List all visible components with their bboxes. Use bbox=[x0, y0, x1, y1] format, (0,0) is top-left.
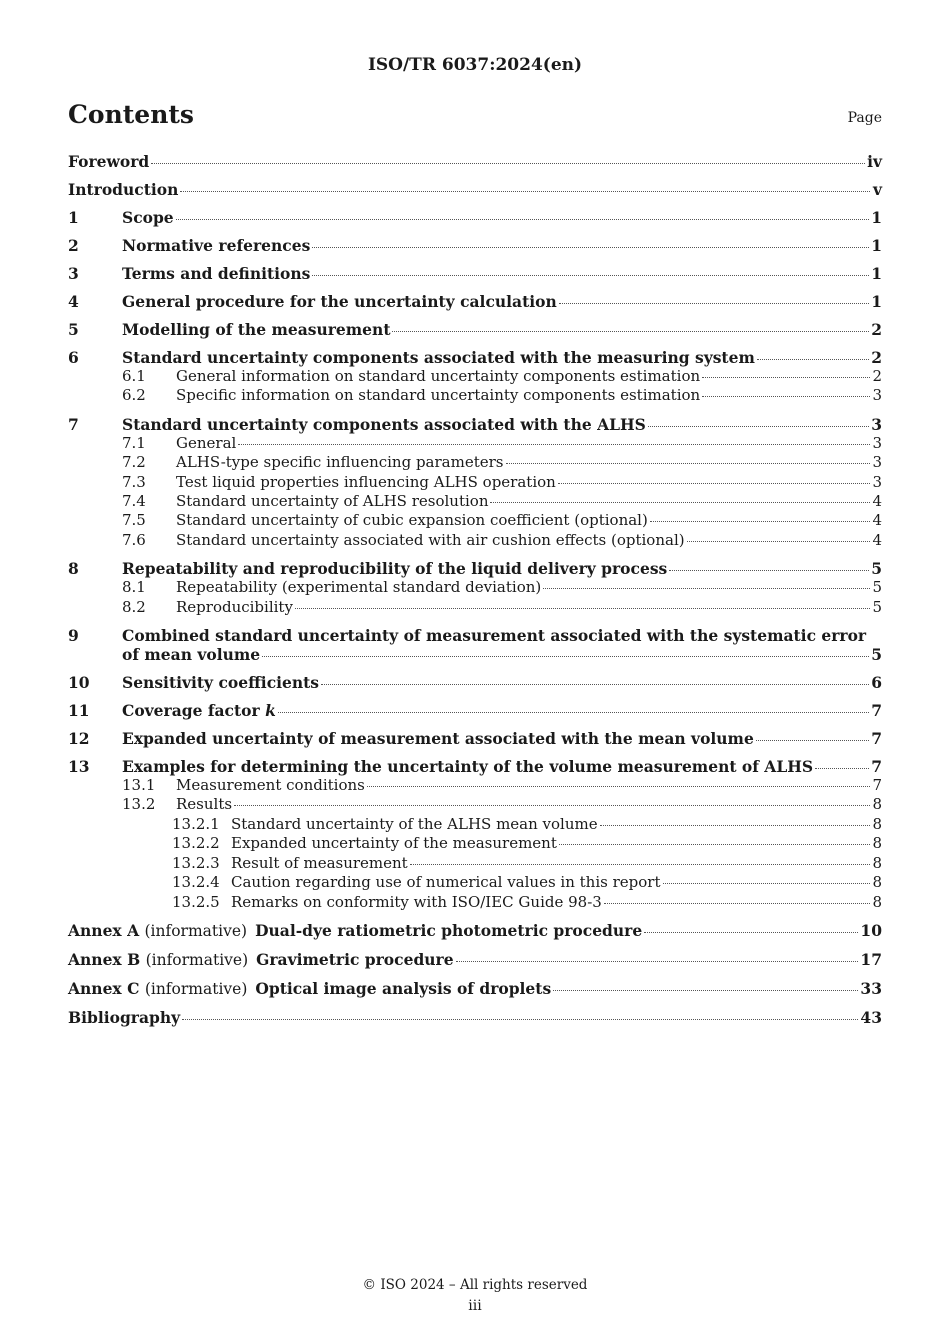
toc-number: 8.1 bbox=[122, 578, 146, 597]
toc-leader bbox=[559, 844, 871, 845]
toc-entry-13[interactable] bbox=[68, 757, 882, 776]
toc-entry-13-2[interactable] bbox=[68, 795, 882, 814]
toc-number: 11 bbox=[68, 701, 90, 721]
toc-page: 3 bbox=[872, 433, 882, 452]
toc-page: 8 bbox=[872, 795, 882, 814]
toc-page: 4 bbox=[872, 530, 882, 549]
toc-title: Examples for determining the uncertainty of the volume measurement of ALHS bbox=[122, 757, 814, 777]
toc-title: Terms and definitions bbox=[122, 264, 311, 283]
toc-page: 8 bbox=[872, 814, 882, 833]
toc-number: 4 bbox=[68, 292, 79, 311]
toc-entry-13-2-3[interactable] bbox=[68, 854, 882, 873]
toc-leader bbox=[757, 359, 869, 360]
toc-number: 3 bbox=[68, 264, 79, 283]
toc-title: Specific information on standard uncertainty components estimation bbox=[176, 386, 701, 405]
toc-page: 10 bbox=[860, 920, 882, 940]
toc-page: 4 bbox=[872, 492, 882, 511]
toc-entry-introduction[interactable] bbox=[68, 180, 882, 199]
toc-title: Measurement conditions bbox=[176, 776, 365, 795]
toc-page: 7 bbox=[871, 729, 882, 749]
toc-page: 6 bbox=[871, 673, 882, 693]
toc-entry-7-6[interactable] bbox=[68, 531, 882, 550]
toc-leader bbox=[644, 932, 858, 933]
toc-entry-annex-a[interactable] bbox=[68, 921, 882, 941]
toc-page: 8 bbox=[872, 853, 882, 872]
toc-page: 8 bbox=[872, 892, 882, 911]
document-id-header: ISO/TR 6037:2024(en) bbox=[367, 55, 583, 75]
toc-leader bbox=[312, 247, 869, 248]
toc-entry-13-1[interactable] bbox=[68, 776, 882, 795]
toc-entry-8-2[interactable] bbox=[68, 598, 882, 617]
toc-title: Foreword bbox=[68, 152, 150, 171]
toc-entry-12[interactable] bbox=[68, 729, 882, 748]
toc-leader bbox=[182, 1019, 858, 1020]
toc-number: 9 bbox=[68, 626, 79, 646]
toc-entry-13-2-4[interactable] bbox=[68, 873, 882, 892]
toc-leader bbox=[321, 684, 869, 685]
toc-entry-bibliography[interactable] bbox=[68, 1008, 882, 1027]
toc-leader bbox=[312, 275, 869, 276]
toc-leader bbox=[604, 903, 871, 904]
toc-title-line2: of mean volume bbox=[122, 645, 261, 665]
toc-title: Coverage factor k bbox=[122, 701, 276, 721]
toc-number: 13.2.2 bbox=[172, 834, 220, 853]
toc-number: 7 bbox=[68, 414, 79, 434]
toc-entry-6-2[interactable] bbox=[68, 386, 882, 405]
toc-leader bbox=[558, 483, 871, 484]
toc-page: 5 bbox=[872, 578, 882, 597]
toc-entry-9[interactable] bbox=[68, 626, 882, 645]
toc-entry-10[interactable] bbox=[68, 673, 882, 692]
toc-entry-5[interactable] bbox=[68, 320, 882, 339]
toc-leader bbox=[559, 303, 869, 304]
toc-number: 7.2 bbox=[122, 453, 146, 472]
toc-leader bbox=[278, 712, 869, 713]
toc-title-line1: Combined standard uncertainty of measurement associated with the systematic error bbox=[122, 626, 867, 646]
toc-page: 3 bbox=[872, 453, 882, 472]
toc-leader bbox=[506, 463, 871, 464]
toc-number: 1 bbox=[68, 208, 79, 227]
toc-number: 13.1 bbox=[122, 776, 156, 795]
toc-title: Standard uncertainty of ALHS resolution bbox=[176, 492, 489, 511]
toc-leader bbox=[815, 768, 869, 769]
toc-leader bbox=[702, 377, 870, 378]
toc-page: 4 bbox=[872, 511, 882, 530]
toc-page: 17 bbox=[860, 949, 882, 969]
toc-entry-7[interactable] bbox=[68, 415, 882, 434]
toc-leader bbox=[176, 219, 870, 220]
toc-entry-annex-c[interactable] bbox=[68, 979, 882, 999]
toc-title: Results bbox=[176, 795, 233, 814]
toc-leader bbox=[669, 570, 869, 571]
toc-number: 6.2 bbox=[122, 386, 146, 405]
toc-page: 2 bbox=[871, 320, 882, 339]
toc-leader bbox=[600, 825, 871, 826]
toc-page: 8 bbox=[872, 873, 882, 892]
toc-entry-1[interactable] bbox=[68, 208, 882, 227]
toc-page: 7 bbox=[872, 776, 882, 795]
toc-leader bbox=[702, 396, 870, 397]
toc-entry-4[interactable] bbox=[68, 292, 882, 311]
toc-number: 13.2.1 bbox=[172, 814, 220, 833]
toc-leader bbox=[687, 541, 871, 542]
toc-page: 3 bbox=[872, 386, 882, 405]
toc-entry-8-1[interactable] bbox=[68, 578, 882, 597]
toc-title: Expanded uncertainty of the measurement bbox=[231, 834, 557, 853]
toc-entry-8[interactable] bbox=[68, 559, 882, 578]
toc-number: 7.5 bbox=[122, 511, 146, 530]
toc-number: 13.2 bbox=[122, 795, 156, 814]
toc-title: Repeatability and reproducibility of the liquid delivery process bbox=[122, 559, 668, 579]
toc-title: Caution regarding use of numerical values in this report bbox=[231, 873, 661, 892]
toc-title: Normative references bbox=[122, 236, 311, 255]
toc-page: 1 bbox=[871, 292, 882, 311]
toc-leader bbox=[238, 444, 870, 445]
toc-leader bbox=[650, 521, 871, 522]
toc-title: Bibliography bbox=[68, 1007, 181, 1027]
toc-leader bbox=[663, 883, 871, 884]
toc-page: 3 bbox=[872, 472, 882, 491]
toc-number: 7.6 bbox=[122, 530, 146, 549]
toc-entry-7-3[interactable] bbox=[68, 473, 882, 492]
toc-entry-13-2-1[interactable] bbox=[68, 815, 882, 834]
toc-title: Remarks on conformity with ISO/IEC Guide 98-3 bbox=[231, 892, 602, 911]
toc-leader bbox=[490, 502, 870, 503]
toc-entry-3[interactable] bbox=[68, 264, 882, 283]
toc-page: 5 bbox=[872, 597, 882, 616]
toc-leader bbox=[367, 786, 871, 787]
toc-page: 1 bbox=[871, 236, 882, 255]
toc-number: 5 bbox=[68, 320, 79, 339]
toc-page: 5 bbox=[871, 559, 882, 579]
toc-number: 12 bbox=[68, 729, 90, 749]
toc-title: Standard uncertainty components associated with the measuring system bbox=[122, 348, 755, 367]
toc-entry-13-2-5[interactable] bbox=[68, 893, 882, 912]
toc-title: Expanded uncertainty of measurement associated with the mean volume bbox=[122, 729, 754, 749]
toc-entry-13-2-2[interactable] bbox=[68, 834, 882, 853]
toc-page: 1 bbox=[871, 264, 882, 283]
toc-leader bbox=[180, 191, 870, 192]
toc-entry-11[interactable] bbox=[68, 701, 882, 720]
toc-entry-9-continued[interactable] bbox=[68, 645, 882, 664]
toc-leader bbox=[553, 990, 858, 991]
toc-title: ALHS-type specific influencing parameters bbox=[176, 453, 504, 472]
toc-number: 13.2.4 bbox=[172, 873, 220, 892]
toc-page: v bbox=[872, 180, 882, 199]
toc-title: General procedure for the uncertainty calculation bbox=[122, 292, 557, 311]
toc-number: 6 bbox=[68, 348, 79, 367]
toc-page: 43 bbox=[860, 1007, 882, 1027]
toc-page: 8 bbox=[872, 834, 882, 853]
toc-number: 7.1 bbox=[122, 433, 146, 452]
toc-page: 33 bbox=[860, 978, 882, 998]
page-column-label: Page bbox=[847, 110, 882, 126]
toc-leader bbox=[410, 864, 871, 865]
toc-number: 7.4 bbox=[122, 492, 146, 511]
table-of-contents bbox=[68, 152, 882, 1027]
toc-page: 7 bbox=[871, 757, 882, 777]
toc-page: 5 bbox=[871, 645, 882, 665]
copyright-footer: © ISO 2024 – All rights reserved bbox=[362, 1277, 588, 1293]
toc-leader bbox=[756, 740, 869, 741]
toc-title: Sensitivity coefficients bbox=[122, 673, 320, 693]
toc-number: 7.3 bbox=[122, 472, 146, 491]
toc-entry-7-1[interactable] bbox=[68, 434, 882, 453]
toc-number: 8 bbox=[68, 559, 79, 579]
toc-title: Result of measurement bbox=[231, 853, 408, 872]
toc-title: General information on standard uncertainty components estimation bbox=[176, 367, 701, 385]
toc-entry-annex-b[interactable] bbox=[68, 950, 882, 970]
toc-title: Modelling of the measurement bbox=[122, 320, 391, 339]
toc-entry-foreword[interactable] bbox=[68, 152, 882, 171]
toc-leader bbox=[543, 588, 870, 589]
toc-title: Standard uncertainty components associated with the ALHS bbox=[122, 414, 646, 434]
toc-title: Annex A (informative) Dual-dye ratiometric photometric procedure bbox=[68, 920, 643, 940]
toc-leader bbox=[262, 656, 869, 657]
toc-page: 3 bbox=[871, 414, 882, 434]
toc-leader bbox=[295, 608, 871, 609]
toc-number: 13.2.5 bbox=[172, 892, 220, 911]
toc-number: 2 bbox=[68, 236, 79, 255]
toc-title: Standard uncertainty of the ALHS mean volume bbox=[231, 814, 598, 833]
toc-title: Standard uncertainty of cubic expansion coefficient (optional) bbox=[176, 511, 648, 530]
toc-title: Annex B (informative) Gravimetric procedure bbox=[68, 949, 454, 969]
page-number: iii bbox=[468, 1298, 482, 1314]
toc-entry-7-5[interactable] bbox=[68, 511, 882, 530]
toc-title: General bbox=[176, 433, 237, 452]
toc-leader bbox=[234, 805, 870, 806]
toc-page: 2 bbox=[871, 348, 882, 367]
toc-entry-6-1[interactable] bbox=[68, 367, 882, 386]
toc-page: 1 bbox=[871, 208, 882, 227]
toc-entry-2[interactable] bbox=[68, 236, 882, 255]
toc-title-italic: k bbox=[265, 701, 276, 721]
toc-leader bbox=[456, 961, 859, 962]
toc-leader bbox=[392, 331, 869, 332]
toc-entry-7-4[interactable] bbox=[68, 492, 882, 511]
toc-title: Scope bbox=[122, 208, 174, 227]
toc-title: Standard uncertainty associated with air cushion effects (optional) bbox=[176, 530, 685, 549]
contents-title: Contents bbox=[68, 100, 195, 129]
toc-leader bbox=[648, 426, 869, 427]
toc-title: Test liquid properties influencing ALHS operation bbox=[176, 472, 556, 491]
toc-title: Introduction bbox=[68, 180, 179, 199]
toc-number: 8.2 bbox=[122, 597, 146, 616]
toc-title: Reproducibility bbox=[176, 597, 293, 616]
toc-number: 13 bbox=[68, 757, 90, 777]
toc-number: 13.2.3 bbox=[172, 853, 220, 872]
toc-entry-6[interactable] bbox=[68, 348, 882, 367]
toc-title: Annex C (informative) Optical image analysis of droplets bbox=[68, 978, 552, 998]
toc-number: 10 bbox=[68, 673, 90, 693]
toc-title: Repeatability (experimental standard deviation) bbox=[176, 578, 542, 597]
toc-page: 2 bbox=[872, 367, 882, 385]
toc-page: 7 bbox=[871, 701, 882, 721]
toc-page: iv bbox=[867, 152, 882, 171]
toc-number: 6.1 bbox=[122, 367, 146, 385]
toc-leader bbox=[151, 163, 865, 164]
toc-entry-7-2[interactable] bbox=[68, 453, 882, 472]
